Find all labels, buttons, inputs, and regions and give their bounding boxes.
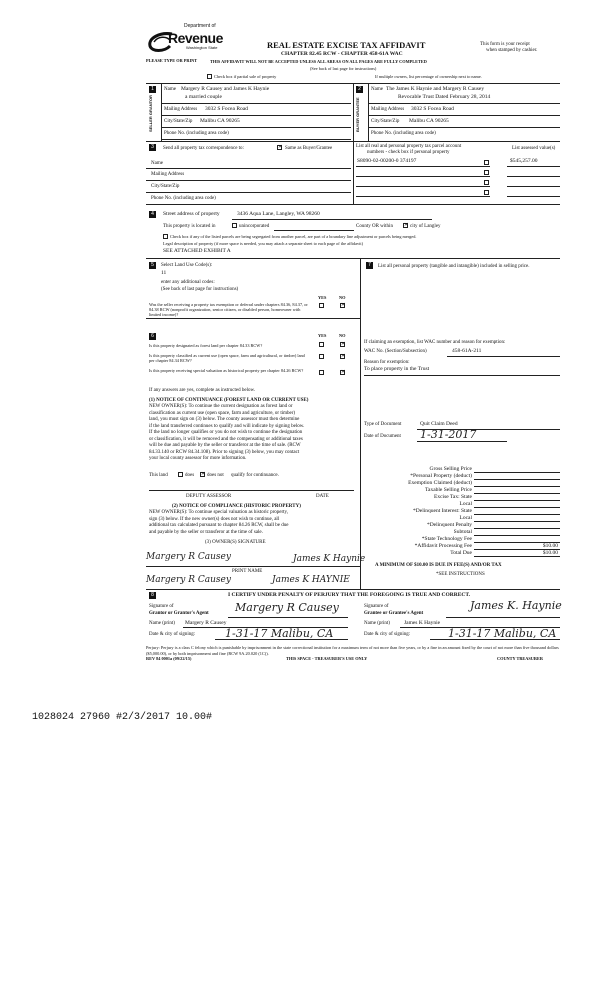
street-value: 3436 Aqua Lane, Langley, WA 98260	[237, 211, 320, 217]
seller-city-label: City/State/Zip	[164, 119, 193, 124]
grantee-date-label: Date & city of signing:	[364, 632, 411, 637]
s3-mailing-label: Mailing Address	[151, 172, 185, 177]
section-8-number: 8	[149, 592, 156, 599]
notice-1-line: NEW OWNER(S): To continue the current designation as forest land or	[149, 404, 293, 409]
s5-see-back: (See back of last page for instructions)	[161, 287, 239, 292]
perjury-notice: Perjury: Perjury is a class C felony which is punishable by imprisonment in the state correctional institution for a maximum term of not more than five years, or by a fine in an amount fixed by the court of not more than five thousand dollars ($5,000.00), or by both imprisonment and fine (RCW 9A.20.020 (1C)).	[146, 645, 559, 656]
seller-phone-label: Phone No. (including area code)	[164, 131, 229, 136]
fee-label: Total Due	[450, 550, 472, 556]
grantor-sig-label-1: Signature of	[149, 604, 174, 609]
grantee-sig-label-2: Grantee or Grantee's Agent	[364, 611, 424, 616]
fee-label: Excise Tax: State	[433, 494, 472, 500]
parcel-personal-checkbox-1[interactable]	[484, 160, 489, 165]
s6-no-header: NO	[339, 333, 346, 338]
fee-row	[370, 536, 560, 543]
grantor-sig-label-2: Grantor or Grantor's Agent	[149, 611, 209, 616]
s5-no-header: NO	[339, 295, 346, 300]
grantee-sig-label-1: Signature of	[364, 604, 389, 609]
receipt-note-2: when stamped by cashier.	[486, 48, 538, 53]
form-chapter: CHAPTER 82.45 RCW - CHAPTER 458-61A WAC	[281, 51, 403, 57]
buyer-side-label: BUYER GRANTEE	[355, 97, 360, 132]
treasurer-space: THIS SPACE - TREASURER'S USE ONLY	[286, 656, 368, 661]
does-label: does	[185, 473, 195, 478]
fee-row	[370, 501, 560, 508]
notice-2-title: (2) NOTICE OF COMPLIANCE (HISTORIC PROPERTY)	[172, 504, 301, 509]
historic-question: Is this property receiving special valuation as historical property per chapter 84.26 RCW?	[149, 368, 304, 373]
doc-type-label: Type of Document	[364, 422, 402, 427]
same-as-buyer-label: Same as Buyer/Grantee	[285, 146, 333, 151]
s3-phone-label: Phone No. (including area code)	[151, 196, 216, 201]
fee-row	[370, 543, 560, 550]
fee-row	[370, 487, 560, 494]
fee-label: Local	[459, 515, 472, 521]
deputy-assessor-label: DEPUTY ASSESSOR	[186, 494, 232, 499]
fee-table	[370, 466, 560, 558]
city-label: city of Langley	[410, 224, 441, 229]
section-2-number: 2	[356, 86, 363, 93]
legal-value: SEE ATTACHED EXHIBIT A	[163, 248, 231, 254]
s5-yes-header: YES	[318, 295, 327, 300]
fee-row	[370, 473, 560, 480]
section-3-number: 3	[149, 144, 156, 151]
qualify-label: qualify for continuance.	[231, 473, 279, 478]
dept-state: Washington State	[186, 45, 218, 50]
additional-codes-label: enter any additional codes:	[161, 280, 215, 285]
see-instructions: *SEE INSTRUCTIONS	[436, 572, 485, 577]
grantee-name-label: Name (print)	[364, 621, 390, 626]
exemption-label: If claiming an exemption, list WAC number and reason for exemption:	[364, 340, 506, 345]
buyer-address-label: Mailing Address	[371, 107, 405, 112]
wac-label: WAC No. (Section/Subsection)	[364, 349, 427, 354]
notice-1-line: classification as current use (open space, farm and agriculture, or timber)	[149, 410, 296, 416]
notice-2-line: sign (3) below. If the new owner(s) does not wish to continue, all	[149, 516, 280, 522]
fee-label: *Delinquent Interest: State	[413, 508, 472, 514]
s6-yes-header: YES	[318, 333, 327, 338]
notice-1-line: your local county assessor for more information.	[149, 456, 247, 461]
see-back-header: (See back of last page for instructions)	[310, 66, 377, 71]
notice-1-text	[149, 404, 359, 463]
doc-date-value: 1-31-2017	[420, 428, 477, 441]
this-land-label: This land	[149, 473, 168, 478]
seller-name-label: Name	[164, 87, 176, 92]
s5-yes-checkbox[interactable]	[319, 303, 324, 308]
dept-big: Revenue	[168, 30, 223, 46]
notice-1-title: (1) NOTICE OF CONTINUANCE (FOREST LAND OR CURRENT USE)	[149, 398, 309, 403]
grantor-name-label: Name (print)	[149, 621, 175, 626]
exemption-question: Was the seller receiving a property tax exemption or deferral under chapters 84.36, 84.37, or 84.38 RCW (nonprofit organization, senior citizen, or disabled person, homeowner with limited income)?	[149, 302, 308, 317]
print-name-label: PRINT NAME	[232, 569, 263, 574]
current-use-question: Is this property classified as current use (open space, farm and agricultural, or timber) land per chapter 84.34 RCW?	[149, 353, 305, 363]
city-checkbox[interactable]: ✕	[404, 223, 409, 228]
list-personal-property: List all personal property (tangible and intangible) included in selling price.	[378, 264, 530, 269]
fee-label: *Affidavit Processing Fee	[414, 543, 472, 549]
seller-name: Margery R Causey and James K Haynie	[181, 86, 270, 92]
notice-2-line: NEW OWNER(S): To continue special valuation as historic property,	[149, 510, 288, 515]
owners-signature-label: (3) OWNER(S) SIGNATURE	[205, 540, 266, 545]
fee-label: Subtotal	[453, 529, 472, 535]
send-correspondence-label: Send all property tax correspondence to:	[163, 146, 244, 151]
doc-date-label: Date of Document	[364, 434, 401, 439]
parcel-header-1: List all real and personal property tax parcel account	[356, 144, 462, 149]
notice-2-text	[149, 510, 359, 536]
forest-no-checkbox[interactable]: ✕	[341, 342, 346, 347]
grantor-signature: Margery R Causey	[235, 601, 339, 614]
if-yes-note: If any answers are yes, complete as instructed below.	[149, 388, 256, 393]
fee-label: Exemption Claimed (deduct)	[408, 480, 472, 486]
unincorporated-checkbox[interactable]	[232, 223, 237, 228]
dor-logo	[146, 24, 228, 58]
parcel-number: S8090-02-00200-0 374197	[357, 158, 417, 164]
s3-city-label: City/State/Zip	[151, 184, 180, 189]
buyer-city-label: City/State/Zip	[371, 119, 400, 124]
buyer-name: The James K Haynie and Margery R Causey	[386, 86, 485, 92]
fee-row	[370, 550, 560, 557]
fee-row	[370, 494, 560, 501]
notice-1-line: land, you must sign on (3) below. The county assessor must then determine	[149, 417, 300, 422]
doc-type-value: Quit Claim Deed	[420, 421, 458, 427]
warning-text: THIS AFFIDAVIT WILL NOT BE ACCEPTED UNLESS ALL AREAS ON ALL PAGES ARE FULLY COMPLETED	[210, 59, 427, 64]
section-6-number: 6	[149, 333, 156, 340]
seller-address: 3032 S Focea Road	[205, 106, 248, 112]
fee-label: *State Technology Fee	[421, 536, 472, 542]
grantor-date-city: 1-31-17 Malibu, CA	[225, 627, 334, 640]
dept-small: Department of	[184, 23, 216, 29]
buyer-address: 3032 S Focea Road	[411, 106, 454, 112]
form-revision: REV 84 0001a (09/22/15)	[146, 656, 192, 661]
current-use-no-checkbox[interactable]: ✕	[341, 354, 346, 359]
partial-sale-label: Check box if partial sale of property	[214, 74, 277, 79]
section-4-number: 4	[149, 211, 156, 218]
certify-statement: I CERTIFY UNDER PENALTY OF PERJURY THAT THE FOREGOING IS TRUE AND CORRECT.	[228, 592, 471, 598]
please-type: PLEASE TYPE OR PRINT	[146, 58, 198, 63]
fee-row	[370, 480, 560, 487]
segregated-checkbox[interactable]	[163, 234, 168, 239]
seller-name2: a married couple	[185, 94, 222, 100]
notice-1-line: if the land transferred continues to qualify and will indicate by signing below.	[149, 423, 305, 429]
legal-label: Legal description of property (if more space is needed, you may attach a separate sheet to each page of the affidavit)	[163, 241, 363, 246]
owner-print-1: Margery R Causey	[146, 575, 231, 585]
county-label: County OR within	[356, 224, 393, 229]
reason-label: Reason for exemption:	[364, 360, 410, 365]
street-label: Street address of property	[163, 211, 220, 217]
does-checkbox[interactable]	[178, 472, 183, 477]
partial-sale-checkbox[interactable]	[207, 74, 212, 79]
parcel-personal-checkbox-4[interactable]	[484, 190, 489, 195]
notice-2-line: additional tax calculated pursuant to chapter 84.26 RCW, shall be due	[149, 523, 289, 528]
historic-no-checkbox[interactable]: ✕	[341, 370, 346, 375]
assessed-value: $545,257.00	[510, 158, 538, 164]
segregated-note: Check box if any of the listed parcels are being segregated from another parcel, are part of a boundary line adjustment or parcels being merged.	[170, 234, 417, 239]
fee-row	[370, 529, 560, 536]
forest-land-question: Is this property designated as forest land per chapter 84.33 RCW?	[149, 343, 263, 348]
land-use-label: Select Land Use Code(s):	[161, 263, 213, 268]
fee-value: $10.00	[542, 543, 558, 549]
form-title: REAL ESTATE EXCISE TAX AFFIDAVIT	[267, 40, 426, 50]
fee-label: *Delinquent Penalty	[426, 522, 472, 528]
grantor-date-label: Date & city of signing:	[149, 632, 196, 637]
buyer-name2: Revocable Trust Dated February 28, 2014	[398, 94, 491, 100]
fee-row	[370, 466, 560, 473]
wac-value: 458-61A-211	[452, 348, 482, 354]
same-as-buyer-checkbox[interactable]: ✕	[278, 145, 283, 150]
section-5-number: 5	[149, 262, 156, 269]
current-use-yes-checkbox[interactable]	[319, 354, 324, 359]
assessed-header: List assessed value(s)	[512, 146, 556, 151]
receipt-note-1: This form is your receipt	[480, 42, 530, 47]
unincorporated-label: unincorporated	[239, 224, 270, 229]
parcel-personal-checkbox-3[interactable]	[484, 180, 489, 185]
fee-value: $10.00	[542, 550, 558, 556]
notice-1-line: If the land no longer qualifies or you do not wish to continue the designation	[149, 430, 303, 435]
notice-1-line: or classification, it will be removed and the compensating or additional taxes	[149, 436, 303, 442]
does-not-label: does not	[207, 473, 224, 478]
owner-signature-2: James K Haynie	[293, 554, 366, 564]
notice-1-line: 84.33.140 or RCW 84.34.108). Prior to signing (3) below, you may contact	[149, 449, 300, 455]
fee-label: Taxable Selling Price	[425, 487, 472, 493]
s5-no-checkbox[interactable]: ✕	[341, 303, 346, 308]
reason-value: To place property in the Trust	[364, 366, 430, 372]
buyer-name-label: Name	[371, 87, 383, 92]
parcel-header-2: numbers - check box if personal property	[367, 150, 450, 155]
grantee-date-city: 1-31-17 Malibu, CA	[448, 627, 557, 640]
owner-signature-1: Margery R Causey	[146, 552, 231, 562]
notice-1-line: will be due and payable by the seller or transferor at the time of sale. (RCW	[149, 443, 301, 448]
section-1-number: 1	[149, 86, 156, 93]
land-use-code: 11	[161, 270, 167, 276]
grantee-name: James K Haynie	[404, 620, 441, 626]
fee-row	[370, 508, 560, 515]
fee-row	[370, 515, 560, 522]
buyer-phone-label: Phone No. (including area code)	[371, 131, 436, 136]
fee-label: Local	[459, 501, 472, 507]
historic-yes-checkbox[interactable]	[319, 370, 324, 375]
receipt-stamp: 1028024 27960 #2/3/2017 10.00#	[32, 712, 213, 723]
located-label: This property is located in	[163, 224, 216, 229]
forest-yes-checkbox[interactable]	[319, 342, 324, 347]
parcel-personal-checkbox-2[interactable]	[484, 170, 489, 175]
fee-row	[370, 522, 560, 529]
assessor-date-label: DATE	[316, 494, 329, 499]
seller-address-label: Mailing Address	[164, 107, 198, 112]
multiple-owners-note: If multiple owners, list percentage of ownership next to name.	[375, 74, 482, 79]
seller-city: Malibu CA 90265	[200, 118, 240, 124]
owner-print-2: James K HAYNIE	[272, 575, 350, 585]
seller-side-label: SELLER GRANTOR	[148, 94, 153, 132]
grantee-signature: James K. Haynie	[470, 599, 562, 612]
county-treasurer: COUNTY TREASURER	[497, 656, 543, 661]
grantor-name: Margery R Causey	[185, 620, 227, 626]
s3-name-label: Name	[151, 161, 163, 166]
fee-label: Gross Selling Price	[429, 466, 472, 472]
does-not-checkbox[interactable]: ✕	[201, 472, 206, 477]
buyer-city: Malibu CA 90265	[409, 118, 449, 124]
minimum-due-note: A MINIMUM OF $10.00 IS DUE IN FEE(S) AND/OR TAX	[375, 563, 502, 568]
fee-label: *Personal Property (deduct)	[410, 473, 472, 479]
section-7-number: 7	[366, 262, 373, 269]
notice-2-line: and payable by the seller or transferor at the time of sale.	[149, 529, 263, 535]
